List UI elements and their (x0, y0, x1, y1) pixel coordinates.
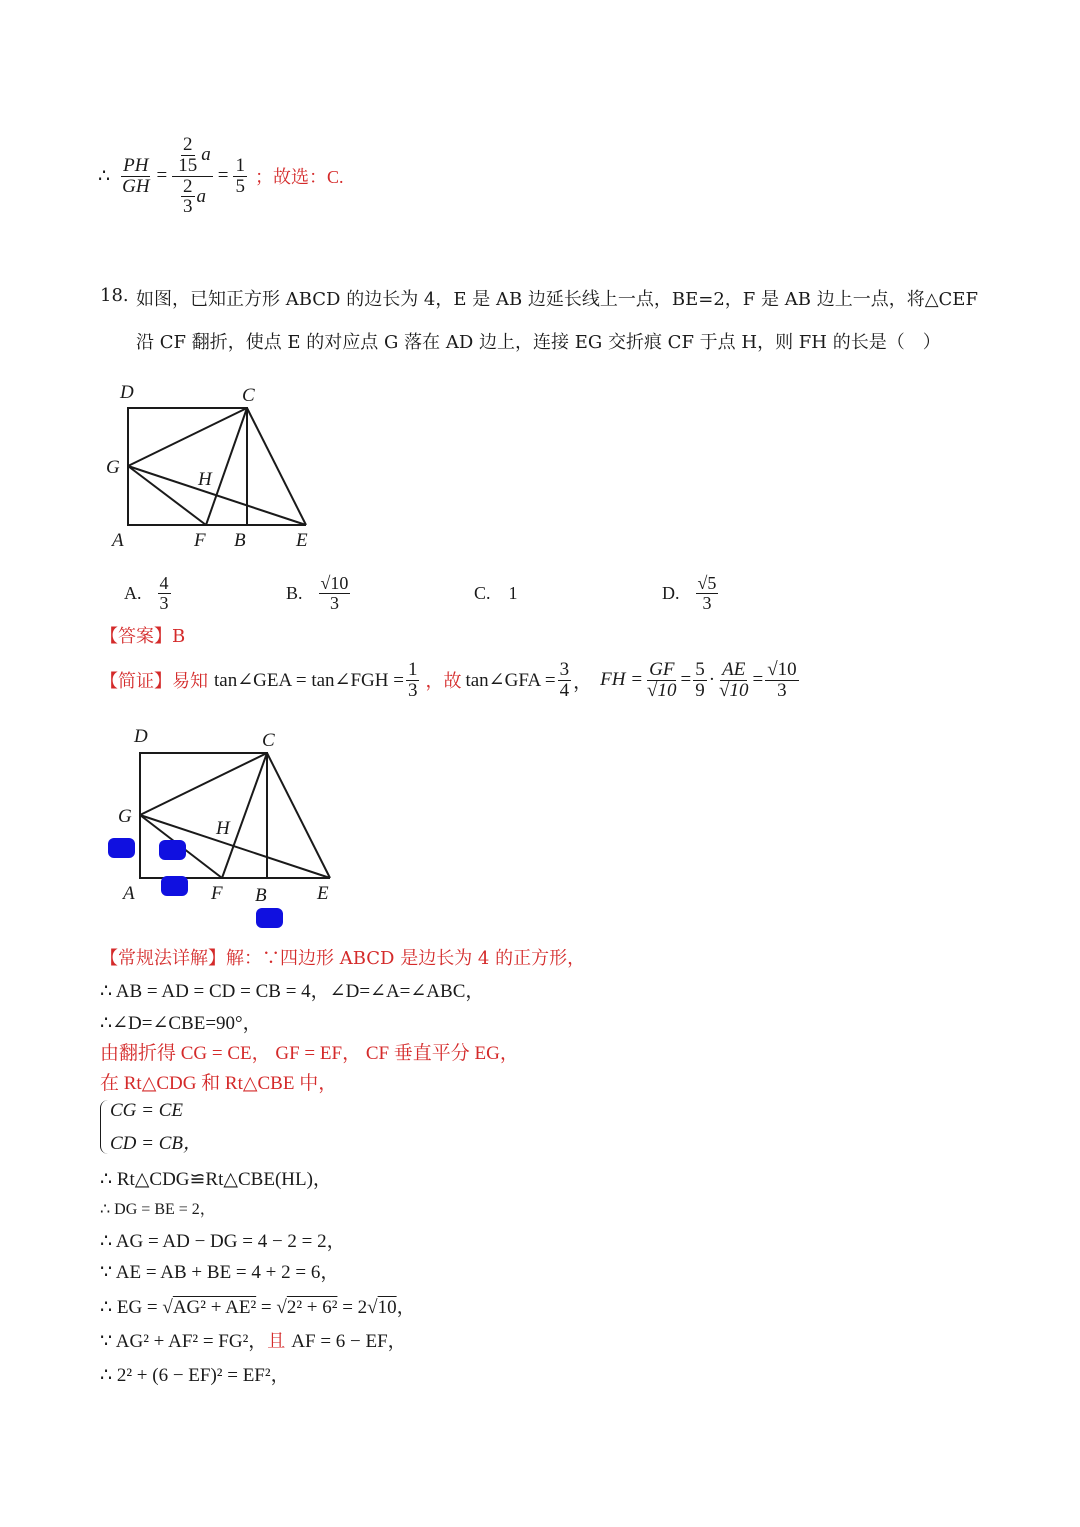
answer-tag: 【答案】 (100, 626, 172, 647)
label-d: D (120, 382, 134, 403)
label-b: B (234, 530, 246, 551)
square-abcd (128, 408, 247, 525)
system-line-2: CD = CB， (110, 1133, 203, 1154)
solution-line-4: 在 Rt△CDG 和 Rt△CBE 中， (100, 1073, 338, 1094)
segment-gf (128, 466, 206, 525)
question-line-2: 沿 CF 翻折，使点 E 的对应点 G 落在 AD 边上，连接 EG 交折痕 CF 于点 H，则 FH 的长是（ ） (136, 332, 941, 353)
brief-proof-line: 【简证】 易知 tan∠GEA = tan∠FGH = $\frac{1}{3}$ ，故 tan∠GFA = $\frac{3}{4}$ ， FH = $\frac{GF}{√10}$ = $\frac{5}{9}$ · $\frac{AE}{√10}$ = $\frac{√10}{3}$ (100, 658, 797, 701)
option-a: A. $\frac{4}{3}$ (124, 572, 169, 613)
compound-fraction: $\frac{2}{15}$ a $\frac{2}{3}$ a (172, 135, 213, 218)
question-line-1: 如图，已知正方形 ABCD 的边长为 4，E 是 AB 边延长线上一点，BE=2，F 是 AB 边上一点，将△CEF (136, 289, 978, 310)
label-d: D (134, 726, 148, 747)
option-d: D. $\frac{√5}{3}$ (662, 572, 717, 613)
solution-line-9: ∵ AE = AB + BE = 4 + 2 = 6， (100, 1262, 340, 1283)
solution-line-12: ∴ 2² + (6 − EF)² = EF²， (100, 1365, 290, 1386)
top-result-line: ∴ $\frac{PH}{GH}$ = $\frac{2}{15}$ a $\frac{2}{3}$ a = $\frac{1}{5}$ ；故选：C. (98, 133, 344, 218)
solution-line-2: ∴∠D=∠CBE=90°， (100, 1013, 262, 1034)
figure-2-diagram (106, 722, 346, 912)
solution-line-11: ∵ AG² + AF² = FG²，且 AF = 6 − EF， (100, 1331, 407, 1352)
label-c: C (262, 730, 275, 751)
redaction-mark (159, 840, 186, 860)
solution-line-8: ∴ AG = AD − DG = 4 − 2 = 2， (100, 1231, 346, 1252)
solution-line-1: ∴ AB = AD = CD = CB = 4，∠D=∠A=∠ABC， (100, 981, 485, 1002)
label-e: E (317, 883, 329, 904)
square-abcd (140, 753, 267, 878)
ph-over-gh: $\frac{PH}{GH}$ (122, 154, 150, 197)
solution-line-6: ∴ Rt△CDG≌Rt△CBE(HL)， (100, 1169, 332, 1190)
label-h: H (198, 469, 212, 490)
system-line-1: CG = CE (110, 1100, 183, 1121)
label-b: B (255, 885, 267, 906)
answer-value: B (172, 626, 186, 647)
label-e: E (296, 530, 308, 551)
answer-line (100, 622, 185, 648)
one-fifth: $\frac{1}{5}$ (235, 154, 245, 197)
segment-ge (128, 466, 306, 525)
label-a: A (123, 883, 135, 904)
figure-1-diagram (100, 378, 330, 553)
label-c: C (242, 385, 255, 406)
option-b: B. $\frac{√10}{3}$ (286, 572, 349, 613)
solution-intro: 【常规法详解】解：∵四边形 ABCD 是边长为 4 的正方形， (100, 948, 586, 969)
label-g: G (118, 806, 132, 827)
choose-c-text: ；故选：C. (254, 167, 344, 187)
solution-line-10: ∴ EG = √AG² + AE² = √2² + 6² = 2√10， (100, 1297, 416, 1318)
redaction-mark (108, 838, 135, 858)
redaction-mark (256, 908, 283, 928)
label-a: A (112, 530, 124, 551)
label-h: H (216, 818, 230, 839)
therefore-symbol: ∴ (98, 165, 111, 187)
redaction-mark (161, 876, 188, 896)
label-f: F (194, 530, 206, 551)
label-f: F (211, 883, 223, 904)
question-number: 18. (100, 285, 129, 306)
option-c: C. 1 (474, 582, 518, 603)
label-g: G (106, 457, 120, 478)
solution-line-7: ∴ DG = BE = 2， (100, 1201, 216, 1218)
solution-line-3: 由翻折得 CG = CE， GF = EF， CF 垂直平分 EG， (100, 1043, 519, 1064)
